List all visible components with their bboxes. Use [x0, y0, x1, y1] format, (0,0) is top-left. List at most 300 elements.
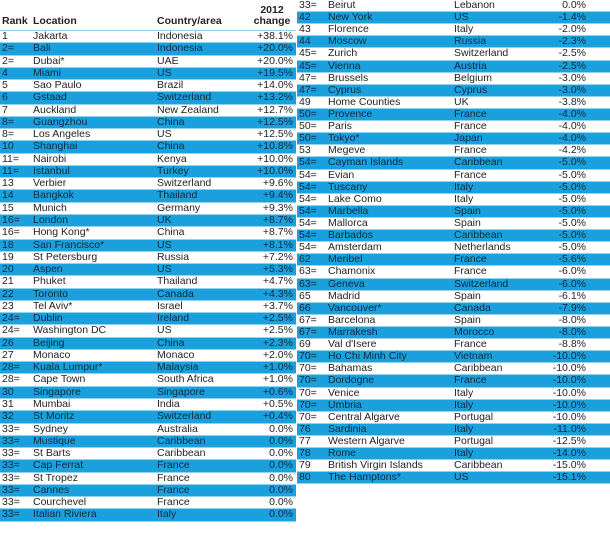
country-cell: Thailand — [157, 189, 198, 202]
change-cell: -5.0% — [558, 241, 586, 254]
location-cell: Cyprus — [328, 83, 362, 96]
location-cell: Vancouver* — [328, 301, 382, 314]
rank-cell: 42 — [299, 11, 311, 24]
table-row — [297, 291, 610, 303]
change-cell: -10.0% — [552, 398, 586, 411]
country-cell: Austria — [454, 59, 487, 72]
change-cell: -11.0% — [553, 422, 586, 435]
right-rows — [297, 0, 610, 484]
change-cell: +4.7% — [262, 275, 293, 288]
country-cell: Thailand — [157, 275, 198, 288]
change-cell: +14.0% — [257, 79, 293, 92]
country-cell: Ireland — [157, 312, 190, 325]
country-cell: Italy — [454, 386, 474, 399]
change-cell: -5.6% — [558, 253, 586, 266]
rank-cell: 67= — [299, 313, 317, 326]
location-cell: St Moritz — [33, 410, 75, 423]
rank-cell: 70= — [299, 350, 317, 363]
country-cell: US — [157, 238, 172, 251]
location-cell: Jakarta — [33, 30, 68, 42]
rank-cell: 4 — [2, 66, 8, 79]
change-cell: +0.5% — [262, 397, 293, 410]
change-cell: -6.1% — [558, 289, 586, 302]
location-cell: Florence — [328, 23, 369, 36]
country-cell: Singapore — [157, 385, 205, 398]
location-cell: Mumbai — [33, 397, 71, 410]
rank-cell: 33= — [2, 471, 20, 484]
change-cell: -4.0% — [558, 120, 586, 133]
table-row — [297, 170, 610, 182]
country-cell: Caribbean — [454, 229, 503, 242]
country-cell: UK — [157, 213, 172, 226]
location-cell: Paris — [328, 120, 352, 133]
change-cell: +10.0% — [257, 164, 293, 177]
country-cell: Malaysia — [157, 361, 199, 374]
change-cell: +2.0% — [262, 348, 293, 361]
location-cell: Provence — [328, 107, 373, 120]
country-cell: France — [454, 120, 487, 133]
rank-cell: 70= — [299, 398, 317, 411]
header-change-year: 2012 — [260, 4, 284, 16]
change-cell: -6.0% — [558, 277, 586, 290]
location-cell: Bali — [33, 42, 51, 55]
country-cell: UAE — [157, 54, 179, 67]
table-row — [297, 48, 610, 60]
location-cell: Toronto — [33, 287, 69, 300]
country-cell: Italy — [157, 508, 177, 521]
location-cell: Marbella — [328, 204, 369, 217]
location-cell: Monaco — [33, 348, 71, 361]
rank-cell: 54= — [299, 192, 317, 205]
change-cell: -2.0% — [558, 23, 586, 36]
rank-cell: 33= — [2, 459, 20, 472]
rank-cell: 11= — [2, 152, 20, 165]
location-cell: British Virgin Islands — [328, 459, 423, 472]
rank-cell: 45= — [299, 59, 317, 72]
location-cell: Beijing — [33, 336, 65, 349]
header-country: Country/area — [157, 15, 222, 27]
rank-cell: 77 — [299, 434, 311, 447]
location-cell: Washington DC — [33, 324, 107, 337]
country-cell: Morocco — [454, 325, 495, 338]
location-cell: Tuscany — [328, 180, 368, 193]
left-rows — [0, 31, 297, 522]
change-cell: 0.0% — [269, 447, 293, 460]
change-cell: +2.3% — [262, 336, 293, 349]
location-cell: Auckland — [33, 103, 77, 116]
location-cell: Verbier — [33, 177, 67, 190]
rank-cell: 32 — [2, 410, 14, 423]
change-cell: +9.6% — [262, 177, 293, 190]
rank-cell: 80 — [299, 471, 311, 484]
change-cell: +3.7% — [262, 299, 293, 312]
location-cell: Miami — [33, 66, 61, 79]
change-cell: -10.0% — [552, 374, 586, 387]
country-cell: France — [454, 107, 487, 120]
country-cell: France — [157, 471, 190, 484]
country-cell: US — [454, 471, 469, 484]
table-row — [297, 73, 610, 85]
rank-cell: 20 — [2, 263, 14, 276]
table-row — [0, 92, 297, 104]
location-cell: St Barts — [33, 447, 71, 460]
country-cell: Caribbean — [454, 156, 503, 169]
table-row — [0, 374, 297, 386]
table-left-half — [0, 0, 297, 522]
country-cell: Belgium — [454, 71, 492, 84]
location-cell: Tel Aviv* — [33, 299, 73, 312]
country-cell: France — [454, 265, 487, 278]
rank-cell: 33= — [2, 434, 20, 447]
table-row — [297, 400, 610, 412]
rank-cell: 70= — [299, 386, 317, 399]
table-row — [0, 325, 297, 337]
table-row — [0, 289, 297, 301]
rank-cell: 54= — [299, 168, 317, 181]
change-cell: -8.0% — [558, 325, 586, 338]
location-cell: Sao Paulo — [33, 79, 82, 92]
change-cell: -5.0% — [558, 216, 586, 229]
country-cell: Italy — [454, 192, 474, 205]
rank-cell: 65 — [299, 289, 311, 302]
change-cell: -12.5% — [552, 434, 586, 447]
change-cell: +9.3% — [262, 201, 293, 214]
rank-cell: 53 — [299, 144, 311, 157]
location-cell: Mustique — [33, 434, 76, 447]
location-cell: Chamonix — [328, 265, 376, 278]
country-cell: Spain — [454, 289, 481, 302]
rank-cell: 62 — [299, 253, 311, 266]
country-cell: Caribbean — [157, 434, 206, 447]
country-cell: Cyprus — [454, 83, 488, 96]
country-cell: Japan — [454, 132, 483, 145]
location-cell: Cayman Islands — [328, 156, 404, 169]
change-cell: +9.4% — [262, 189, 293, 202]
table-right-half — [297, 0, 610, 484]
country-cell: Germany — [157, 201, 201, 214]
country-cell: Brazil — [157, 79, 184, 92]
change-cell: +12.7% — [257, 103, 293, 116]
table-row — [297, 388, 610, 400]
country-cell: UK — [454, 95, 469, 108]
location-cell: Evian — [328, 168, 355, 181]
rank-cell: 16= — [2, 213, 20, 226]
table-row — [297, 279, 610, 291]
change-cell: +2.5% — [262, 324, 293, 337]
country-cell: Italy — [454, 180, 474, 193]
change-cell: -5.0% — [558, 168, 586, 181]
change-cell: +12.5% — [257, 128, 293, 141]
table-row — [297, 182, 610, 194]
location-cell: Bahamas — [328, 362, 373, 375]
table-header — [0, 0, 297, 31]
rank-cell: 33= — [2, 422, 20, 435]
country-cell: New Zealand — [157, 103, 219, 116]
change-cell: +1.0% — [262, 361, 293, 374]
location-cell: The Hamptons* — [328, 471, 401, 484]
location-cell: St Petersburg — [33, 250, 98, 263]
table-row — [297, 375, 610, 387]
country-cell: Switzerland — [157, 177, 212, 190]
location-cell: Cannes — [33, 483, 70, 496]
location-cell: Bangkok — [33, 189, 74, 202]
change-cell: -1.4% — [558, 11, 586, 24]
change-cell: -2.5% — [558, 59, 586, 72]
location-cell: Vienna — [328, 59, 361, 72]
country-cell: Italy — [454, 398, 474, 411]
rank-cell: 45= — [299, 47, 317, 60]
rank-cell: 5 — [2, 79, 8, 92]
rank-cell: 47= — [299, 83, 317, 96]
change-cell: 0.0% — [269, 422, 293, 435]
rank-cell: 50= — [299, 132, 317, 145]
change-cell: -15.1% — [552, 471, 586, 484]
change-cell: -2.5% — [558, 47, 586, 60]
country-cell: France — [157, 459, 190, 472]
rank-cell: 18 — [2, 238, 14, 251]
country-cell: Italy — [454, 23, 474, 36]
location-cell: Moscow — [328, 35, 367, 48]
change-cell: +0.4% — [262, 410, 293, 423]
location-cell: Madrid — [328, 289, 361, 302]
rank-cell: 28= — [2, 361, 20, 374]
location-cell: Sardinia — [328, 422, 367, 435]
change-cell: -14.0% — [552, 447, 586, 460]
change-cell: 0.0% — [269, 496, 293, 509]
country-cell: Italy — [454, 447, 474, 460]
table-row — [0, 227, 297, 239]
change-cell: 0.0% — [269, 434, 293, 447]
country-cell: US — [157, 66, 172, 79]
rank-cell: 19 — [2, 250, 14, 263]
rank-cell: 54= — [299, 204, 317, 217]
location-cell: Central Algarve — [328, 410, 400, 423]
rank-cell: 47= — [299, 71, 317, 84]
country-cell: China — [157, 115, 185, 128]
rank-cell: 43 — [299, 23, 311, 36]
location-cell: Shanghai — [33, 140, 78, 153]
rank-cell: 1 — [2, 30, 8, 42]
country-cell: Spain — [454, 216, 481, 229]
change-cell: -8.8% — [558, 338, 586, 351]
location-cell: Aspen — [33, 263, 63, 276]
change-cell: +38.1% — [257, 30, 293, 42]
change-cell: -10.0% — [552, 362, 586, 375]
location-cell: Nairobi — [33, 152, 67, 165]
change-cell: -10.0% — [552, 386, 586, 399]
location-cell: Western Algarve — [328, 434, 405, 447]
country-cell: Portugal — [454, 410, 494, 423]
country-cell: South Africa — [157, 373, 214, 386]
location-cell: Cap Ferrat — [33, 459, 84, 472]
country-cell: France — [157, 483, 190, 496]
table-row — [0, 56, 297, 68]
country-cell: France — [157, 496, 190, 509]
location-cell: Gstaad — [33, 91, 67, 104]
table-row — [0, 240, 297, 252]
rank-cell: 8= — [2, 128, 14, 141]
change-cell: -5.0% — [558, 204, 586, 217]
table-row — [0, 509, 297, 521]
country-cell: France — [454, 338, 487, 351]
location-cell: Sydney — [33, 422, 69, 435]
country-cell: US — [157, 324, 172, 337]
rank-cell: 70= — [299, 374, 317, 387]
rank-cell: 6 — [2, 91, 8, 104]
location-cell: Cape Town — [33, 373, 86, 386]
rank-cell: 44 — [299, 35, 311, 48]
country-cell: Lebanon — [454, 0, 495, 11]
rank-cell: 16= — [2, 226, 20, 239]
rank-cell: 33= — [2, 447, 20, 460]
location-cell: Hong Kong* — [33, 226, 90, 239]
change-cell: -5.0% — [558, 180, 586, 193]
country-cell: Monaco — [157, 348, 195, 361]
header-change-label: change — [253, 15, 291, 27]
country-cell: Vietnam — [454, 350, 493, 363]
change-cell: -15.0% — [552, 459, 586, 472]
table-row — [0, 190, 297, 202]
change-cell: 0.0% — [562, 0, 586, 11]
change-cell: 0.0% — [269, 471, 293, 484]
change-cell: +4.3% — [262, 287, 293, 300]
rank-cell: 15 — [2, 201, 14, 214]
rank-cell: 2= — [2, 42, 14, 55]
rank-cell: 31 — [2, 397, 14, 410]
header-change — [249, 5, 295, 27]
location-cell: Singapore — [33, 385, 81, 398]
rank-cell: 54= — [299, 241, 317, 254]
country-cell: Caribbean — [157, 447, 206, 460]
location-cell: Courchevel — [33, 496, 87, 509]
change-cell: -4.0% — [558, 132, 586, 145]
change-cell: +8.1% — [262, 238, 293, 251]
table-row — [297, 61, 610, 73]
rank-cell: 10 — [2, 140, 14, 153]
rank-cell: 33= — [2, 496, 20, 509]
country-cell: Netherlands — [454, 241, 511, 254]
change-cell: +8.7% — [262, 226, 293, 239]
location-cell: Los Angeles — [33, 128, 91, 141]
rank-cell: 28= — [2, 373, 20, 386]
location-cell: Dubai* — [33, 54, 65, 67]
table-row — [0, 141, 297, 153]
change-cell: -3.0% — [558, 71, 586, 84]
rank-cell: 23 — [2, 299, 14, 312]
rank-cell: 7 — [2, 103, 8, 116]
rank-cell: 26 — [2, 336, 14, 349]
location-cell: Beirut — [328, 0, 356, 11]
change-cell: 0.0% — [269, 508, 293, 521]
change-cell: +10.8% — [257, 140, 293, 153]
change-cell: +5.3% — [262, 263, 293, 276]
country-cell: Portugal — [454, 434, 494, 447]
country-cell: Kenya — [157, 152, 187, 165]
rank-cell: 33= — [299, 0, 317, 11]
location-cell: Amsterdam — [328, 241, 382, 254]
change-cell: -2.3% — [558, 35, 586, 48]
country-cell: France — [454, 168, 487, 181]
rank-cell: 14 — [2, 189, 14, 202]
country-cell: Israel — [157, 299, 183, 312]
location-cell: Tokyo* — [328, 132, 360, 145]
country-cell: Australia — [157, 422, 198, 435]
country-cell: Caribbean — [454, 459, 503, 472]
rank-cell: 8= — [2, 115, 14, 128]
location-cell: Rome — [328, 447, 357, 460]
table-row — [297, 266, 610, 278]
country-cell: France — [454, 253, 487, 266]
rank-cell: 33= — [2, 508, 20, 521]
rank-cell: 54= — [299, 180, 317, 193]
country-cell: Switzerland — [454, 277, 509, 290]
location-cell: St Tropez — [33, 471, 78, 484]
rank-cell: 67= — [299, 325, 317, 338]
rank-cell: 69 — [299, 338, 311, 351]
country-cell: Spain — [454, 313, 481, 326]
rank-cell: 54= — [299, 216, 317, 229]
location-cell: Marrakesh — [328, 325, 378, 338]
change-cell: -3.8% — [558, 95, 586, 108]
country-cell: China — [157, 140, 185, 153]
location-cell: Kuala Lumpur* — [33, 361, 103, 374]
rank-cell: 70= — [299, 362, 317, 375]
table-row — [297, 412, 610, 424]
change-cell: 0.0% — [269, 483, 293, 496]
rank-cell: 54= — [299, 156, 317, 169]
rank-cell: 13 — [2, 177, 14, 190]
location-cell: Italian Riviera — [33, 508, 97, 521]
change-cell: -3.0% — [558, 83, 586, 96]
rank-cell: 50= — [299, 107, 317, 120]
location-cell: New York — [328, 11, 373, 24]
table-row — [297, 157, 610, 169]
country-cell: US — [157, 263, 172, 276]
location-cell: Mallorca — [328, 216, 368, 229]
country-cell: Russia — [157, 250, 190, 263]
location-cell: Umbria — [328, 398, 362, 411]
rank-cell: 11= — [2, 164, 20, 177]
location-cell: Barcelona — [328, 313, 376, 326]
change-cell: -5.0% — [558, 229, 586, 242]
change-cell: +20.0% — [257, 54, 293, 67]
location-cell: London — [33, 213, 69, 226]
location-cell: Barbados — [328, 229, 373, 242]
country-cell: Switzerland — [157, 410, 212, 423]
change-cell: +12.5% — [257, 115, 293, 128]
change-cell: +19.5% — [257, 66, 293, 79]
rank-cell: 27 — [2, 348, 14, 361]
rank-cell: 66 — [299, 301, 311, 314]
change-cell: -4.0% — [558, 107, 586, 120]
rank-cell: 70= — [299, 410, 317, 423]
table-row — [0, 276, 297, 288]
location-cell: Venice — [328, 386, 360, 399]
location-cell: Geneva — [328, 277, 365, 290]
country-cell: Italy — [454, 422, 474, 435]
country-cell: US — [157, 128, 172, 141]
rank-cell: 21 — [2, 275, 14, 288]
change-cell: +13.2% — [257, 91, 293, 104]
change-cell: -10.0% — [552, 350, 586, 363]
change-cell: -4.2% — [558, 144, 586, 157]
location-cell: Munich — [33, 201, 67, 214]
location-cell: Val d'Isere — [328, 338, 377, 351]
country-cell: France — [454, 374, 487, 387]
location-cell: Ho Chi Minh City — [328, 350, 407, 363]
rank-cell: 79 — [299, 459, 311, 472]
country-cell: Caribbean — [454, 362, 503, 375]
